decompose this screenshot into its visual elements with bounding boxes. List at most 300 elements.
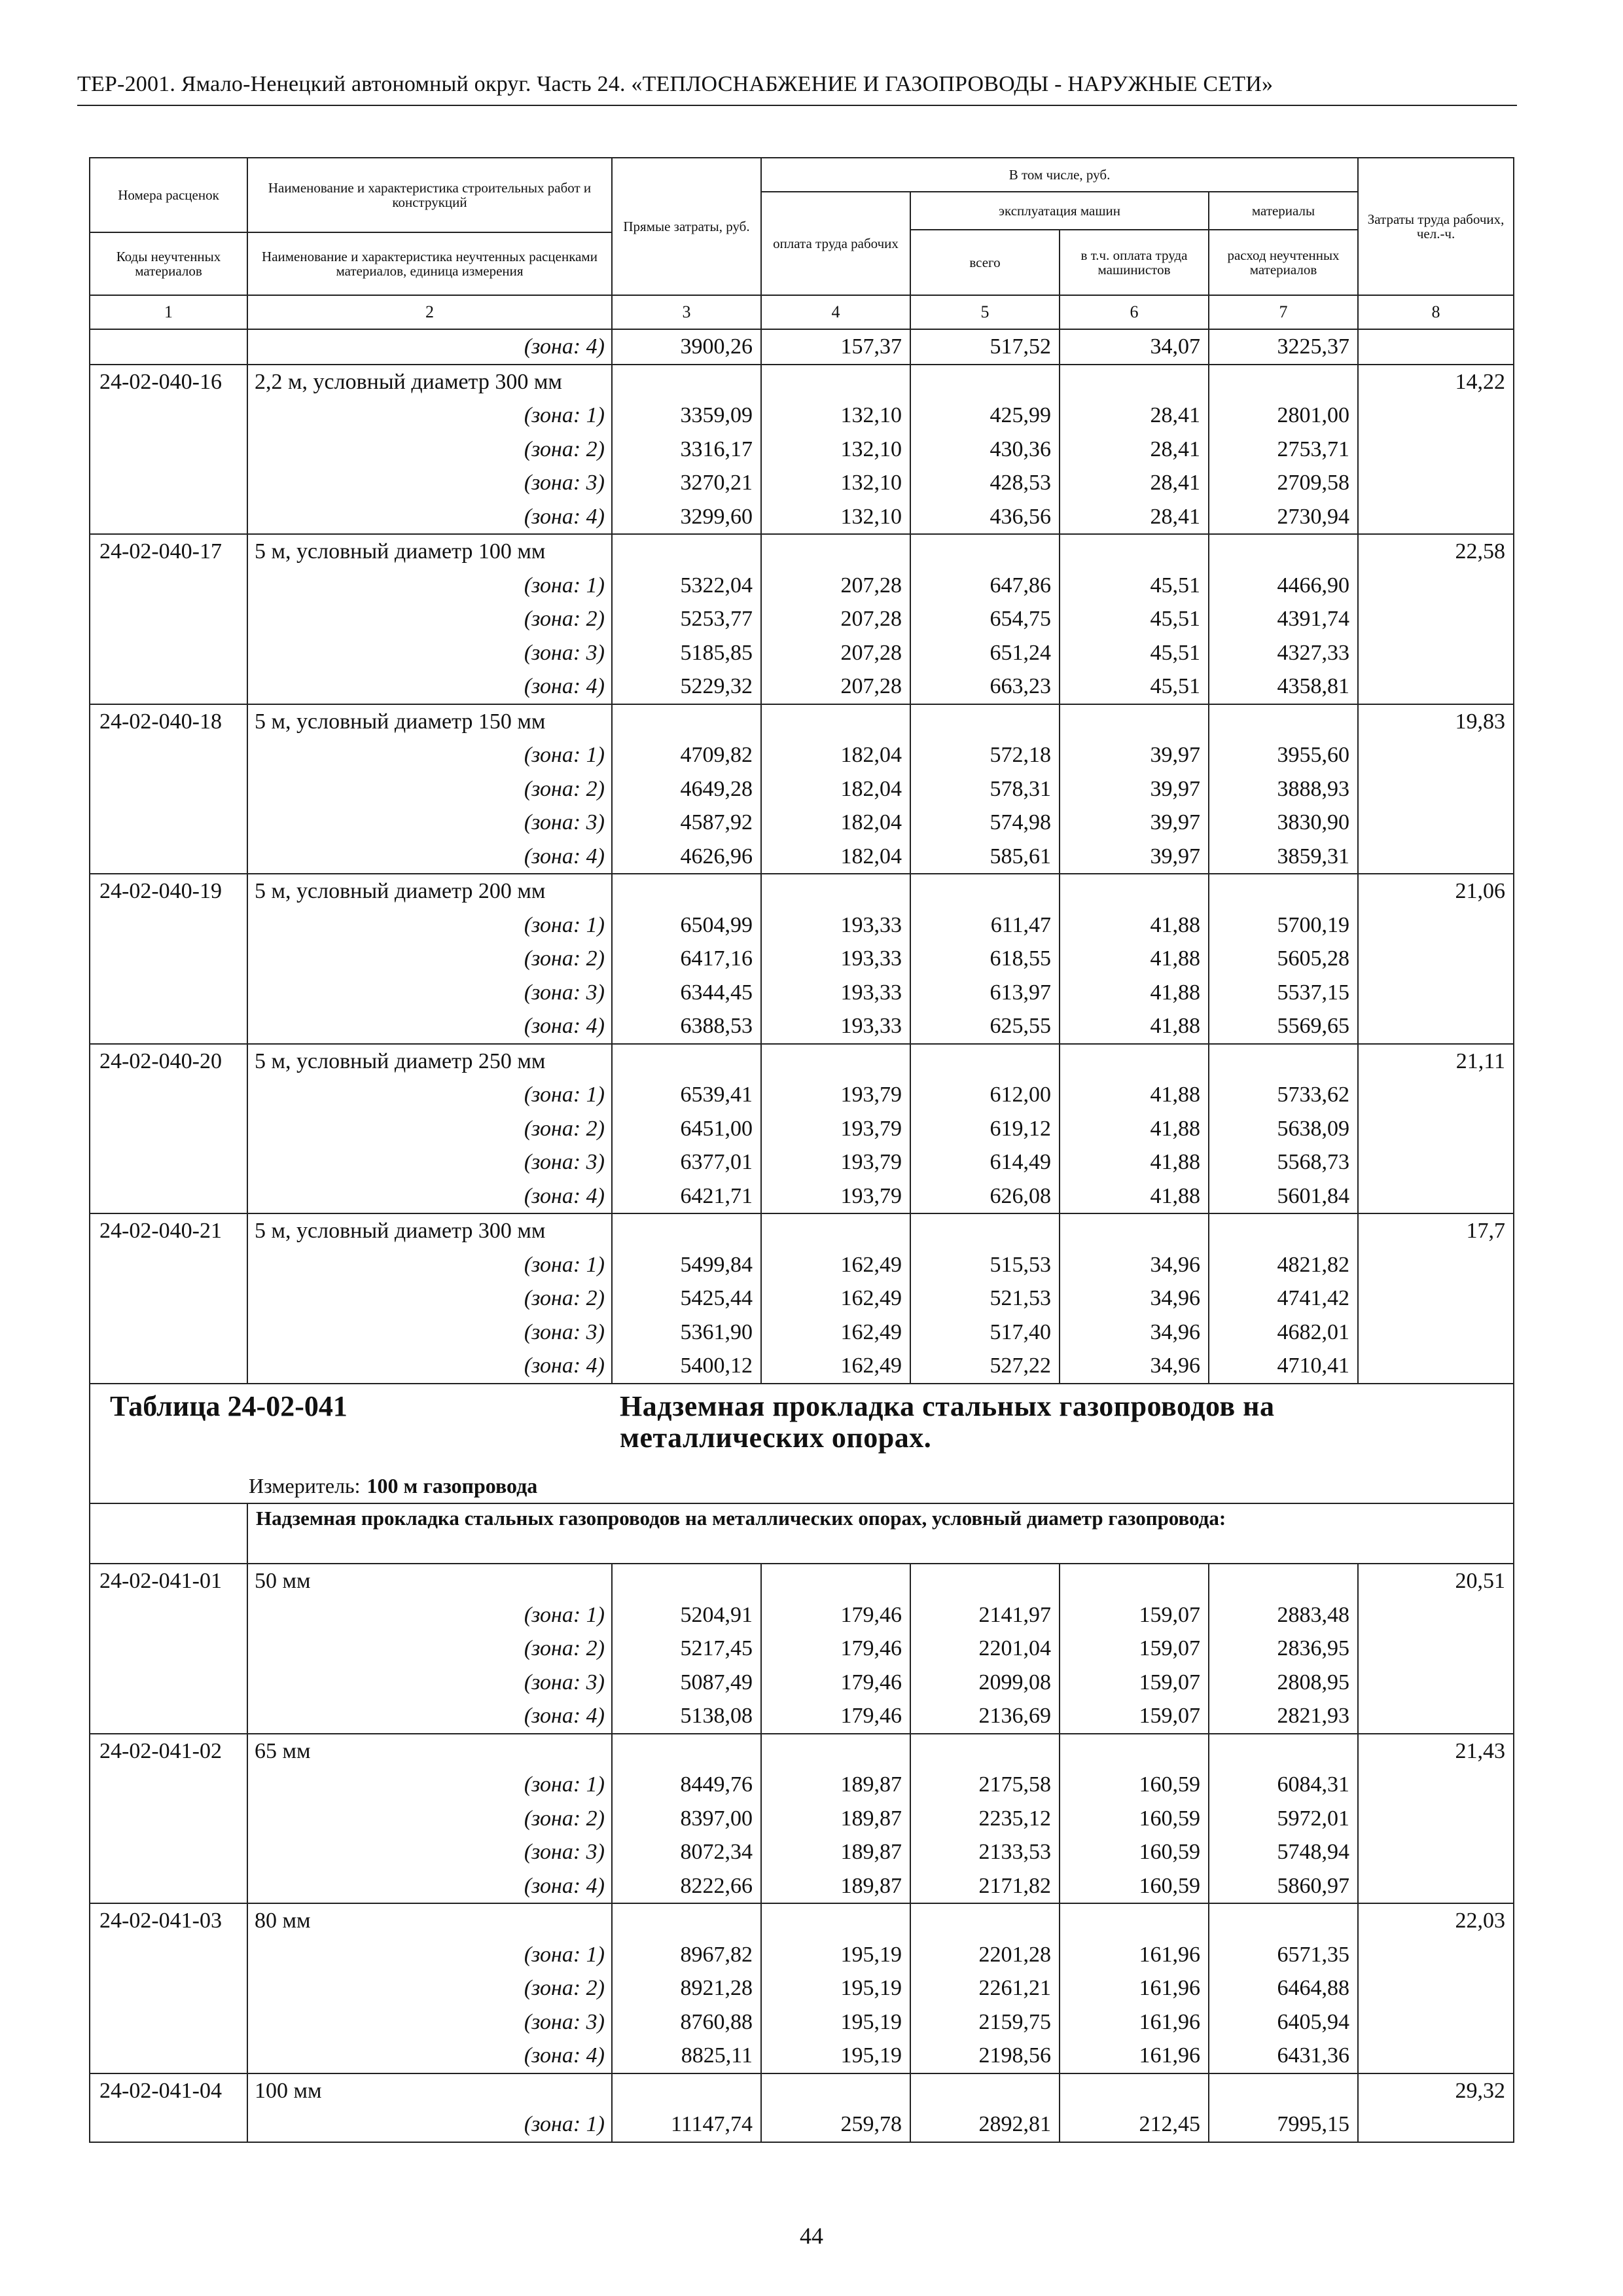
zone-label: (зона: 2) [247,433,612,467]
direct-cost: 6344,45 [612,976,761,1010]
direct-cost: 4626,96 [612,840,761,874]
empty-cell [90,1632,247,1666]
materials-value: 6405,94 [1209,2005,1358,2039]
empty-cell [90,1666,247,1700]
direct-cost: 5087,49 [612,1666,761,1700]
worker-pay: 193,33 [761,942,910,976]
direct-cost: 6388,53 [612,1009,761,1044]
machines-total: 574,98 [910,806,1060,840]
empty-cell [90,1248,247,1282]
empty-cell [1209,2073,1358,2108]
machinist-pay: 41,88 [1060,1179,1209,1214]
worker-pay: 207,28 [761,670,910,704]
worker-pay: 195,19 [761,2005,910,2039]
machines-total: 2133,53 [910,1835,1060,1869]
direct-cost: 5425,44 [612,1282,761,1316]
empty-cell [1358,569,1514,603]
machinist-pay: 161,96 [1060,2005,1209,2039]
worker-pay: 162,49 [761,1349,910,1384]
machinist-pay: 39,97 [1060,772,1209,806]
materials-value: 4327,33 [1209,636,1358,670]
materials-value: 5638,09 [1209,1112,1358,1146]
empty-cell [910,1213,1060,1248]
machines-total: 425,99 [910,399,1060,433]
empty-cell [90,1349,247,1384]
head-unaccounted-materials: расход неучтенных материалов [1209,230,1358,295]
worker-pay: 195,19 [761,1971,910,2005]
empty-cell [1358,1666,1514,1700]
zone-row [90,500,1514,535]
zone-row [90,942,1514,976]
direct-cost: 11147,74 [612,2108,761,2142]
empty-cell [761,1213,910,1248]
empty-cell [90,1699,247,1734]
empty-cell [761,534,910,569]
empty-cell [1358,2039,1514,2073]
head-material-names: Наименование и характеристика неучтенных расценками материалов, единица измерения [247,232,612,295]
zone-row [90,1179,1514,1214]
direct-cost: 8072,34 [612,1835,761,1869]
materials-value: 5860,97 [1209,1869,1358,1904]
empty-cell [612,704,761,739]
measure-row [90,1469,1514,1504]
rate-code: 24-02-041-03 [90,1903,247,1938]
group-spacer [90,1503,247,1564]
zone-label: (зона: 4) [247,2039,612,2073]
empty-cell [910,1734,1060,1768]
empty-cell [1358,1248,1514,1282]
machinist-pay: 28,41 [1060,399,1209,433]
machines-total: 654,75 [910,602,1060,636]
zone-row [90,908,1514,942]
zone-row [90,1938,1514,1972]
worker-pay: 132,10 [761,399,910,433]
empty-cell [612,534,761,569]
zone-label: (зона: 4) [247,1869,612,1904]
zone-row [90,1802,1514,1836]
empty-cell [90,1598,247,1632]
worker-pay: 179,46 [761,1598,910,1632]
empty-cell [90,1768,247,1802]
machinist-pay: 159,07 [1060,1666,1209,1700]
empty-cell [1060,1903,1209,1938]
labor-cost: 20,51 [1358,1564,1514,1598]
head-worker-pay: оплата труда рабочих [761,192,910,295]
empty-cell [90,1316,247,1350]
empty-cell [612,1903,761,1938]
empty-cell [90,2039,247,2073]
materials-value: 2753,71 [1209,433,1358,467]
direct-cost: 4709,82 [612,738,761,772]
materials-value: 5568,73 [1209,1145,1358,1179]
zone-label: (зона: 1) [247,1598,612,1632]
empty-cell [90,569,247,603]
empty-cell [1060,365,1209,399]
empty-cell [90,1078,247,1112]
zone-row [90,1632,1514,1666]
rate-code: 24-02-040-21 [90,1213,247,1248]
machines-total: 527,22 [910,1349,1060,1384]
worker-pay: 193,79 [761,1179,910,1214]
worker-pay: 189,87 [761,1768,910,1802]
head-machines: эксплуатация машин [910,192,1209,230]
machinist-pay: 28,41 [1060,466,1209,500]
machinist-pay: 39,97 [1060,738,1209,772]
labor-cost: 14,22 [1358,365,1514,399]
materials-value: 5700,19 [1209,908,1358,942]
empty-cell [90,1179,247,1214]
direct-cost: 3900,26 [612,329,761,365]
rate-row [90,1044,1514,1079]
worker-pay: 162,49 [761,1248,910,1282]
rate-name: 50 мм [247,1564,612,1598]
rate-code: 24-02-041-04 [90,2073,247,2108]
machinist-pay: 41,88 [1060,976,1209,1010]
empty-cell [1358,466,1514,500]
worker-pay: 189,87 [761,1869,910,1904]
empty-cell [612,1734,761,1768]
machines-total: 611,47 [910,908,1060,942]
machines-total: 614,49 [910,1145,1060,1179]
direct-cost: 5217,45 [612,1632,761,1666]
zone-row [90,1971,1514,2005]
empty-cell [90,1971,247,2005]
rate-code: 24-02-041-02 [90,1734,247,1768]
materials-value: 5569,65 [1209,1009,1358,1044]
zone-label: (зона: 3) [247,636,612,670]
zone-label: (зона: 4) [247,1699,612,1734]
empty-cell [1358,2108,1514,2142]
empty-cell [910,2073,1060,2108]
direct-cost: 5229,32 [612,670,761,704]
empty-cell [1358,772,1514,806]
direct-cost: 8921,28 [612,1971,761,2005]
worker-pay: 182,04 [761,772,910,806]
empty-cell [1209,1903,1358,1938]
machinist-pay: 34,07 [1060,329,1209,365]
machinist-pay: 160,59 [1060,1869,1209,1904]
empty-cell [761,1903,910,1938]
zone-label: (зона: 3) [247,1145,612,1179]
empty-cell [90,1869,247,1904]
machines-total: 618,55 [910,942,1060,976]
machines-total: 521,53 [910,1282,1060,1316]
empty-cell [1358,1699,1514,1734]
empty-cell [90,329,247,365]
zone-row [90,1145,1514,1179]
empty-cell [90,670,247,704]
labor-cost: 21,11 [1358,1044,1514,1079]
empty-cell [1358,670,1514,704]
machinist-pay: 45,51 [1060,636,1209,670]
direct-cost: 8449,76 [612,1768,761,1802]
empty-cell [1209,1564,1358,1598]
empty-cell [612,874,761,908]
labor-cost: 19,83 [1358,704,1514,739]
machinist-pay: 28,41 [1060,433,1209,467]
machinist-pay: 161,96 [1060,1971,1209,2005]
empty-cell [761,365,910,399]
materials-value: 5537,15 [1209,976,1358,1010]
zone-label: (зона: 4) [247,840,612,874]
zone-label: (зона: 3) [247,976,612,1010]
machines-total: 517,52 [910,329,1060,365]
materials-value: 2730,94 [1209,500,1358,535]
zone-row [90,670,1514,704]
rate-code: 24-02-040-18 [90,704,247,739]
head-labor-costs: Затраты труда рабочих, чел.-ч. [1358,158,1514,295]
machinist-pay: 41,88 [1060,908,1209,942]
machinist-pay: 160,59 [1060,1768,1209,1802]
empty-cell [90,500,247,535]
empty-cell [612,1564,761,1598]
colnum: 2 [247,295,612,329]
empty-cell [1358,1179,1514,1214]
empty-cell [90,1835,247,1869]
machinist-pay: 212,45 [1060,2108,1209,2142]
worker-pay: 195,19 [761,2039,910,2073]
empty-cell [90,942,247,976]
materials-value: 3888,93 [1209,772,1358,806]
empty-cell [1358,942,1514,976]
empty-cell [1358,1078,1514,1112]
machines-total: 2201,04 [910,1632,1060,1666]
empty-cell [761,704,910,739]
empty-cell [1060,534,1209,569]
empty-cell [1358,2005,1514,2039]
zone-row [90,399,1514,433]
zone-label: (зона: 1) [247,1768,612,1802]
worker-pay: 195,19 [761,1938,910,1972]
worker-pay: 189,87 [761,1802,910,1836]
machines-total: 619,12 [910,1112,1060,1146]
rate-name: 5 м, условный диаметр 200 мм [247,874,612,908]
direct-cost: 5204,91 [612,1598,761,1632]
worker-pay: 207,28 [761,636,910,670]
empty-cell [1358,1145,1514,1179]
machinist-pay: 161,96 [1060,2039,1209,2073]
rate-name: 5 м, условный диаметр 150 мм [247,704,612,739]
rate-row [90,1213,1514,1248]
head-machinist-pay: в т.ч. оплата труда машинистов [1060,230,1209,295]
machinist-pay: 34,96 [1060,1316,1209,1350]
empty-cell [90,2005,247,2039]
colnum: 5 [910,295,1060,329]
machines-total: 2175,58 [910,1768,1060,1802]
empty-cell [1358,976,1514,1010]
zone-label: (зона: 2) [247,1112,612,1146]
empty-cell [910,365,1060,399]
worker-pay: 193,79 [761,1145,910,1179]
labor-cost: 21,06 [1358,874,1514,908]
machines-total: 612,00 [910,1078,1060,1112]
materials-value: 4821,82 [1209,1248,1358,1282]
zone-label: (зона: 1) [247,1938,612,1972]
zone-label: (зона: 3) [247,1666,612,1700]
zone-row [90,840,1514,874]
rate-row [90,874,1514,908]
empty-cell [910,1903,1060,1938]
zone-row [90,1282,1514,1316]
empty-cell [90,738,247,772]
machinist-pay: 160,59 [1060,1802,1209,1836]
direct-cost: 6539,41 [612,1078,761,1112]
machines-total: 651,24 [910,636,1060,670]
colnum: 4 [761,295,910,329]
empty-cell [1358,1316,1514,1350]
worker-pay: 179,46 [761,1699,910,1734]
rate-code: 24-02-040-20 [90,1044,247,1079]
rate-name: 65 мм [247,1734,612,1768]
zone-label: (зона: 4) [247,1349,612,1384]
empty-cell [1060,704,1209,739]
head-direct-costs: Прямые затраты, руб. [612,158,761,295]
materials-value: 6464,88 [1209,1971,1358,2005]
empty-cell [1060,2073,1209,2108]
worker-pay: 207,28 [761,602,910,636]
machinist-pay: 45,51 [1060,569,1209,603]
materials-value: 3225,37 [1209,329,1358,365]
materials-value: 5733,62 [1209,1078,1358,1112]
empty-cell [1209,1734,1358,1768]
empty-cell [1209,1044,1358,1079]
direct-cost: 6421,71 [612,1179,761,1214]
direct-cost: 5185,85 [612,636,761,670]
rate-name: 2,2 м, условный диаметр 300 мм [247,365,612,399]
materials-value: 2808,95 [1209,1666,1358,1700]
zone-label: (зона: 2) [247,1282,612,1316]
empty-cell [612,2073,761,2108]
materials-value: 2883,48 [1209,1598,1358,1632]
head-work-name: Наименование и характеристика строительных работ и конструкций [247,158,612,232]
zone-label: (зона: 4) [247,500,612,535]
zone-label: (зона: 2) [247,602,612,636]
machines-total: 2141,97 [910,1598,1060,1632]
rate-name: 80 мм [247,1903,612,1938]
empty-cell [1060,1734,1209,1768]
empty-cell [1358,329,1514,365]
empty-cell [1060,1044,1209,1079]
worker-pay: 182,04 [761,738,910,772]
empty-cell [910,704,1060,739]
empty-cell [1358,433,1514,467]
colnum: 3 [612,295,761,329]
machines-total: 625,55 [910,1009,1060,1044]
zone-row [90,1112,1514,1146]
labor-cost: 17,7 [1358,1213,1514,1248]
worker-pay: 162,49 [761,1282,910,1316]
materials-value: 6084,31 [1209,1768,1358,1802]
empty-cell [761,2073,910,2108]
worker-pay: 179,46 [761,1666,910,1700]
empty-cell [1209,704,1358,739]
empty-cell [90,1282,247,1316]
empty-cell [90,1009,247,1044]
empty-cell [1358,500,1514,535]
materials-value: 2836,95 [1209,1632,1358,1666]
rate-name: 5 м, условный диаметр 100 мм [247,534,612,569]
rates-table [89,157,1514,2143]
worker-pay: 193,33 [761,976,910,1010]
labor-cost: 22,58 [1358,534,1514,569]
machinist-pay: 45,51 [1060,670,1209,704]
machinist-pay: 160,59 [1060,1835,1209,1869]
rate-row [90,1564,1514,1598]
empty-cell [1358,636,1514,670]
zone-label: (зона: 1) [247,2108,612,2142]
head-machines-total: всего [910,230,1060,295]
zone-label: (зона: 1) [247,1248,612,1282]
empty-cell [90,2108,247,2142]
direct-cost: 8397,00 [612,1802,761,1836]
machinist-pay: 41,88 [1060,942,1209,976]
table-title-row [90,1384,1514,1469]
direct-cost: 6377,01 [612,1145,761,1179]
materials-value: 7995,15 [1209,2108,1358,2142]
direct-cost: 5322,04 [612,569,761,603]
machinist-pay: 159,07 [1060,1598,1209,1632]
zone-label: (зона: 4) [247,1009,612,1044]
direct-cost: 8967,82 [612,1938,761,1972]
empty-cell [1358,1971,1514,2005]
materials-value: 5972,01 [1209,1802,1358,1836]
page-number: 44 [800,2223,823,2249]
direct-cost: 5499,84 [612,1248,761,1282]
zone-row [90,1078,1514,1112]
direct-cost: 4587,92 [612,806,761,840]
machines-total: 2171,82 [910,1869,1060,1904]
zone-row [90,1248,1514,1282]
empty-cell [90,806,247,840]
zone-row [90,569,1514,603]
zone-label: (зона: 3) [247,1835,612,1869]
empty-cell [612,1213,761,1248]
empty-cell [1358,840,1514,874]
worker-pay: 132,10 [761,466,910,500]
zone-label: (зона: 4) [247,670,612,704]
materials-value: 4710,41 [1209,1349,1358,1384]
direct-cost: 6417,16 [612,942,761,976]
empty-cell [1209,534,1358,569]
worker-pay: 193,33 [761,908,910,942]
labor-cost: 22,03 [1358,1903,1514,1938]
machinist-pay: 28,41 [1060,500,1209,535]
rate-code: 24-02-040-16 [90,365,247,399]
rate-code: 24-02-041-01 [90,1564,247,1598]
table-title: Надземная прокладка стальных газопроводов на металлических опорах. [612,1384,1514,1469]
machines-total: 2159,75 [910,2005,1060,2039]
machines-total: 2892,81 [910,2108,1060,2142]
rate-row [90,704,1514,739]
machines-total: 647,86 [910,569,1060,603]
zone-label: (зона: 1) [247,569,612,603]
machines-total: 585,61 [910,840,1060,874]
zone-row [90,2005,1514,2039]
direct-cost: 8760,88 [612,2005,761,2039]
machinist-pay: 41,88 [1060,1078,1209,1112]
zone-row [90,1316,1514,1350]
empty-cell [1358,1112,1514,1146]
table-header [90,158,1514,329]
zone-row [90,1598,1514,1632]
worker-pay: 182,04 [761,840,910,874]
worker-pay: 193,79 [761,1078,910,1112]
zone-label: (зона: 3) [247,2005,612,2039]
machines-total: 436,56 [910,500,1060,535]
direct-cost: 6504,99 [612,908,761,942]
rate-name: 100 мм [247,2073,612,2108]
machinist-pay: 41,88 [1060,1112,1209,1146]
